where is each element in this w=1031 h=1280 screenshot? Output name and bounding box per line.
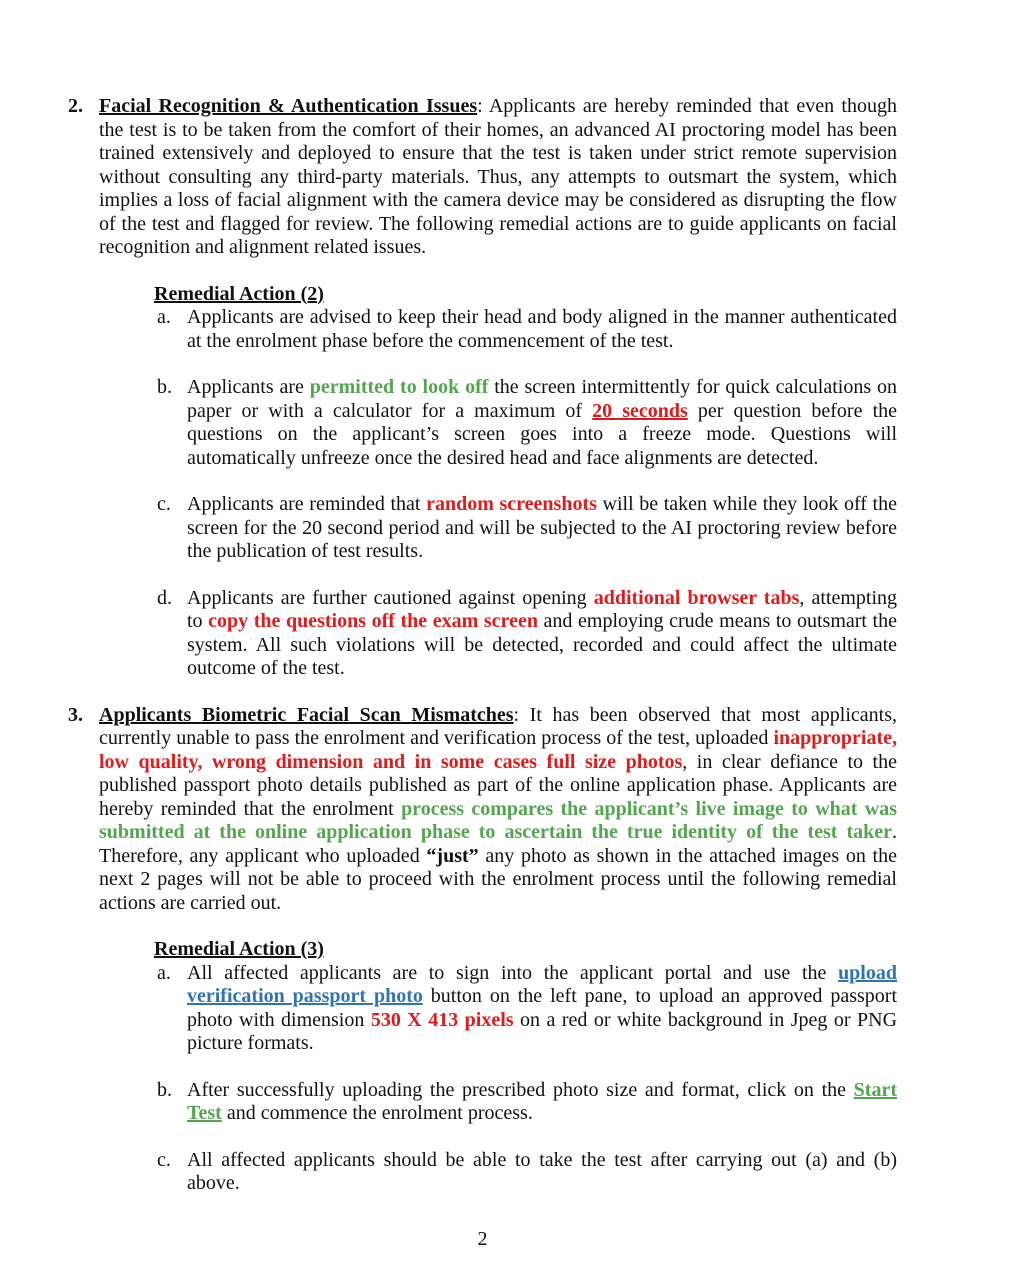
list-item-text	[187, 1149, 897, 1196]
remedial-heading: Remedial Action (2)	[154, 282, 324, 305]
section-1-text-run-5: . Therefore, any applicant who uploaded	[99, 821, 897, 867]
item-0-3-text-run-4: and employing crude means to outsmart the system. All such violations will be detected, recorded and could affect the ultimate outcome of the test.	[187, 610, 897, 679]
page-number: 2	[477, 1227, 488, 1250]
list-item	[154, 587, 897, 681]
upload-verification-passport-photo-link[interactable]: upload verification passport photo	[187, 961, 897, 1007]
list-item-letter: a.	[157, 961, 171, 984]
list-item	[154, 493, 897, 564]
list-item	[154, 1079, 897, 1126]
item-0-1-styled-run-3: 20 seconds	[592, 399, 688, 422]
document-body	[68, 95, 897, 1196]
section-1-styled-run-0: Applicants Biometric Facial Scan Mismatches	[99, 703, 514, 726]
item-1-1-text-run-0: After successfully uploading the prescribed photo size and format, click on the	[187, 1078, 854, 1101]
item-1-1-text-run-2: and commence the enrolment process.	[221, 1102, 533, 1124]
list-item-text	[187, 493, 897, 564]
list-item	[154, 962, 897, 1056]
item-0-0-text-run-0: Applicants are advised to keep their head and body aligned in the manner authenticated at the enrolment phase before the commencement of the test.	[187, 306, 897, 352]
remedial-heading: Remedial Action (3)	[154, 938, 324, 960]
list-item-letter: a.	[157, 306, 171, 328]
item-0-2-text-run-2: will be taken while they look off the screen for the 20 second period and will be subjected to the AI proctoring review before the publication of test results.	[187, 493, 897, 562]
list-item-text	[187, 376, 897, 470]
list-item	[154, 306, 897, 353]
list-item-letter: d.	[157, 586, 172, 609]
section-1-text-run-3: , in clear defiance to the published passport photo details published as part of the online application phase. Applicants are hereby reminded that the enrolment	[99, 750, 897, 820]
list-item	[154, 1149, 897, 1196]
list-item-letter: b.	[157, 376, 172, 398]
section-paragraph	[99, 704, 897, 916]
item-1-0-text-run-0: All affected applicants are to sign into the applicant portal and use the	[187, 961, 839, 984]
section-1-styled-run-4: process compares the applicant’s live image to what was submitted at the online application phase to ascertain the true identity of the test taker	[99, 797, 898, 843]
item-0-3-styled-run-1: additional browser tabs	[593, 586, 800, 609]
item-0-3-text-run-0: Applicants are further cautioned against opening	[187, 586, 594, 609]
item-0-1-text-run-4: per question before the questions on the applicant’s screen goes into a freeze mode. Questions will automatically unfreeze once the desired head and face alignments are detected.	[187, 399, 897, 469]
item-1-0-styled-run-3: 530 X 413 pixels	[370, 1008, 514, 1031]
item-0-1-text-run-0: Applicants are	[187, 376, 310, 398]
section-2	[68, 95, 897, 681]
item-1-0-text-run-4: on a red or white background in Jpeg or PNG picture formats.	[187, 1008, 898, 1054]
section-1-text-run-1: : It has been observed that most applicants, currently unable to pass the enrolment and verification process of the test, uploaded	[99, 703, 897, 749]
list-item-text	[187, 962, 897, 1056]
list-item-letter: c.	[157, 1148, 171, 1171]
list-item	[154, 376, 897, 470]
list-item-letter: c.	[157, 493, 171, 515]
section-3	[68, 704, 897, 1196]
start-test-link[interactable]: Start Test	[187, 1078, 897, 1124]
section-0-text-run-1: : Applicants are hereby reminded that even though the test is to be taken from the comfort of their homes, an advanced AI proctoring model has been trained extensively and deployed to ensure that the test is taken under strict remote supervision without consulting any third-party materials. Thus, any attempts to outsmart the system, which implies a loss of facial alignment with the camera device may be considered as disrupting the flow of the test and flagged for review. The following remedial actions are to guide applicants on facial recognition and alignment related issues.	[99, 95, 897, 258]
item-0-3-styled-run-3: copy the questions off the exam screen	[208, 610, 538, 632]
item-1-2-text-run-0: All affected applicants should be able to take the test after carrying out (a) and (b) above.	[187, 1148, 897, 1194]
section-paragraph	[99, 95, 897, 260]
list-item-text	[187, 1079, 897, 1126]
section-1-text-run-7: any photo as shown in the attached images on the next 2 pages will not be able to proceed with the enrolment process until the following remedial actions are carried out.	[99, 844, 897, 914]
item-0-1-styled-run-1: permitted to look off	[309, 376, 489, 398]
section-0-styled-run-0: Facial Recognition & Authentication Issues	[99, 95, 478, 117]
list-item-text	[187, 306, 897, 353]
item-0-2-text-run-0: Applicants are reminded that	[187, 493, 427, 515]
section-number: 2.	[68, 95, 83, 117]
item-0-1-text-run-2: the screen intermittently for quick calculations on paper or with a calculator for a maximum of	[187, 376, 897, 422]
remedial-actions-1	[154, 938, 897, 1196]
remedial-actions-0	[154, 283, 897, 681]
section-1-styled-run-6: “just”	[426, 844, 479, 867]
item-1-0-text-run-2: button on the left pane, to upload an approved passport photo with dimension	[187, 985, 897, 1031]
item-0-2-styled-run-1: random screenshots	[426, 493, 597, 515]
item-0-3-text-run-2: , attempting to	[187, 586, 897, 632]
section-1-styled-run-2: inappropriate, low quality, wrong dimension and in some cases full size photos	[99, 727, 897, 773]
list-item-letter: b.	[157, 1078, 172, 1101]
section-number: 3.	[68, 703, 83, 726]
list-item-text	[187, 587, 897, 681]
